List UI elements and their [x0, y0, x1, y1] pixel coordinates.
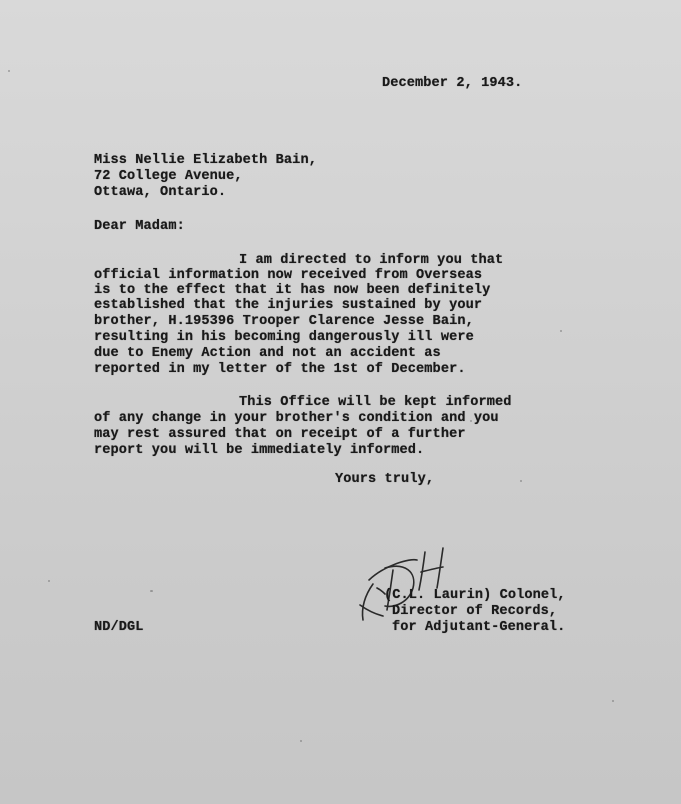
paper-speck [8, 70, 10, 72]
paragraph1-line: brother, H.195396 Trooper Clarence Jesse Bain, [94, 314, 474, 329]
paper-speck [300, 740, 302, 742]
reference-initials: ND/DGL [94, 620, 144, 635]
paragraph1-line: due to Enemy Action and not an accident as [94, 346, 441, 361]
closing: Yours truly, [335, 472, 435, 487]
letter-date: December 2, 1943. [382, 76, 523, 91]
paragraph1-line: official information now received from Overseas [94, 268, 483, 283]
paragraph2-line: of any change in your brother's condition and you [94, 411, 499, 426]
paper-speck [560, 330, 562, 332]
paragraph1-line: reported in my letter of the 1st of December. [94, 362, 466, 377]
paper-speck [150, 590, 153, 592]
paragraph1-line: established that the injuries sustained by your [94, 298, 483, 313]
recipient-city: Ottawa, Ontario. [94, 185, 227, 200]
paragraph1-line: is to the effect that it has now been definitely [94, 283, 491, 298]
salutation: Dear Madam: [94, 219, 185, 234]
paragraph2-line: may rest assured that on receipt of a further [94, 427, 466, 442]
signature-name: (C.L. Laurin) Colonel, [384, 588, 566, 603]
paper-speck [48, 580, 50, 582]
paper-speck [612, 700, 614, 702]
paper-speck [520, 480, 522, 482]
signature-title: Director of Records, [392, 604, 558, 619]
paragraph2-line: report you will be immediately informed. [94, 443, 425, 458]
recipient-street: 72 College Avenue, [94, 169, 243, 184]
paragraph2-line: This Office will be kept informed [239, 395, 512, 410]
paragraph1-line: resulting in his becoming dangerously ill were [94, 330, 474, 345]
recipient-name: Miss Nellie Elizabeth Bain, [94, 153, 317, 168]
paragraph1-line: I am directed to inform you that [239, 253, 504, 268]
signature-office: for Adjutant-General. [392, 620, 566, 635]
